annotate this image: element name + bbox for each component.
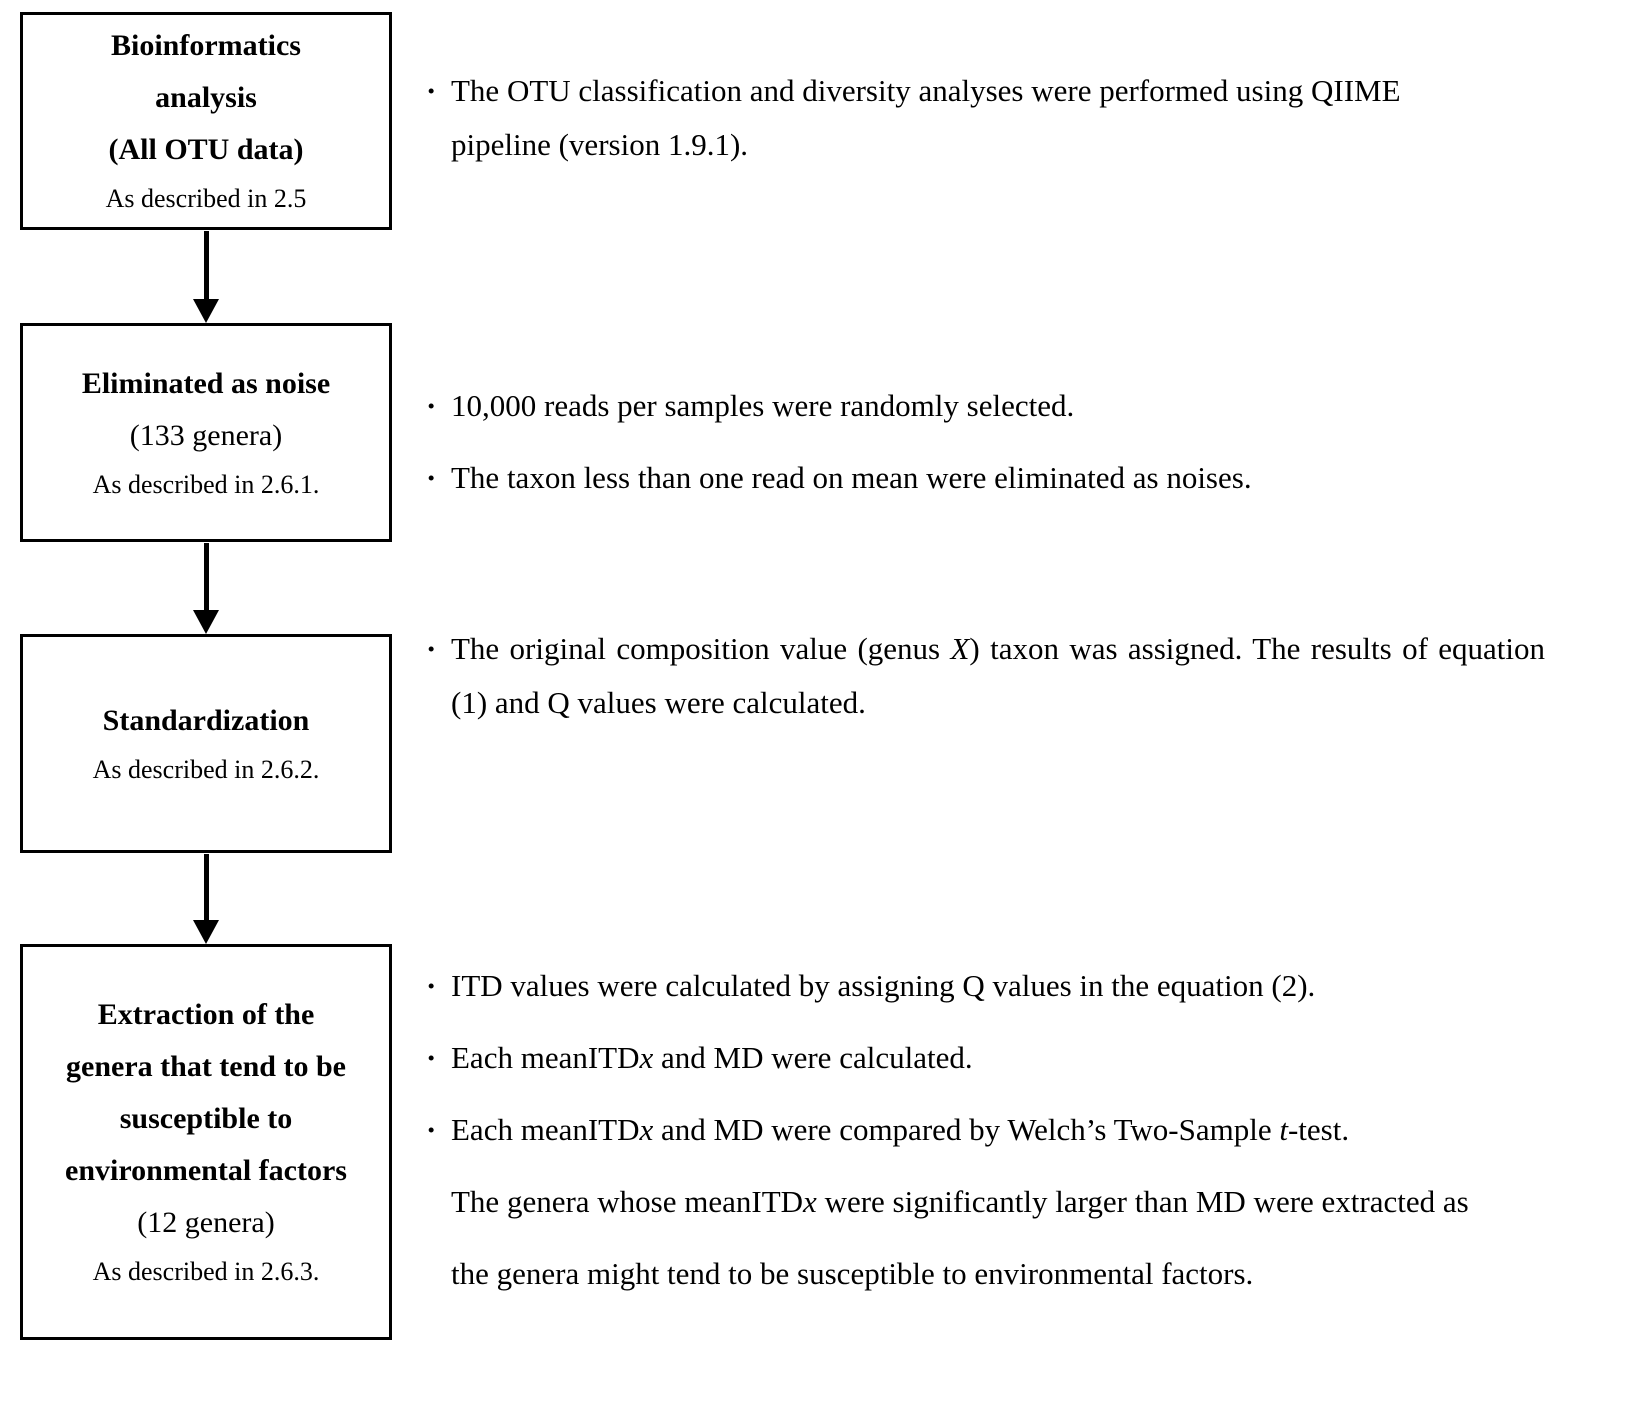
bullet-dot-icon: · bbox=[426, 460, 437, 495]
box-note: As described in 2.6.1. bbox=[92, 469, 320, 499]
bullet-item bbox=[425, 442, 1585, 514]
flow-arrow-down-3 bbox=[193, 854, 219, 944]
flow-box-extraction-of-genera bbox=[20, 944, 392, 1340]
box-subtitle: (12 genera) bbox=[137, 1206, 275, 1239]
bullet-item bbox=[425, 1094, 1585, 1166]
flow-box-bioinformatics-analysis bbox=[20, 12, 392, 230]
bullet-item bbox=[425, 950, 1585, 1022]
box-title-line: (All OTU data) bbox=[108, 133, 304, 166]
flow-arrow-down-1 bbox=[193, 231, 219, 323]
bullet-item bbox=[425, 1022, 1585, 1094]
bullet-dot-icon: · bbox=[426, 1112, 437, 1147]
arrow-stem bbox=[204, 543, 209, 610]
bullet-dot-icon: · bbox=[426, 388, 437, 423]
bullet-text: The OTU classification and diversity analyses were performed using QIIME pipeline (version 1.9.1). bbox=[451, 73, 1401, 162]
box-title-line: Extraction of the bbox=[97, 998, 315, 1031]
box-title-line: analysis bbox=[155, 81, 257, 114]
box-note: As described in 2.6.3. bbox=[92, 1257, 320, 1286]
step4-notes bbox=[425, 950, 1585, 1310]
bullet-continuation bbox=[425, 1166, 1585, 1310]
box-subtitle: (133 genera) bbox=[129, 418, 283, 452]
box-note: As described in 2.5 bbox=[105, 184, 307, 213]
bullet-item bbox=[425, 622, 1545, 730]
bullet-text: The original composition value (genus X) taxon was assigned. The results of equation (1) and Q values were calculated. bbox=[451, 631, 1546, 720]
bullet-dot-icon: · bbox=[426, 1040, 437, 1075]
bullet-item bbox=[425, 64, 1565, 172]
bullet-text: The genera whose meanITDx were significantly larger than MD were extracted as the genera might tend to be susceptible to environmental factors. bbox=[451, 1184, 1469, 1291]
bullet-text: 10,000 reads per samples were randomly selected. bbox=[451, 388, 1075, 423]
arrow-stem bbox=[204, 231, 209, 299]
flow-box-standardization bbox=[20, 634, 392, 853]
bullet-text: Each meanITDx and MD were compared by Welch’s Two-Sample t-test. bbox=[451, 1112, 1350, 1147]
bullet-text: ITD values were calculated by assigning Q values in the equation (2). bbox=[451, 968, 1316, 1003]
bullet-dot-icon: · bbox=[426, 73, 437, 108]
box-title-line: genera that tend to be bbox=[66, 1050, 346, 1083]
bullet-dot-icon: · bbox=[426, 968, 437, 1003]
step3-notes bbox=[425, 622, 1545, 730]
arrow-head-icon bbox=[193, 920, 219, 944]
bullet-text: The taxon less than one read on mean were eliminated as noises. bbox=[451, 460, 1252, 495]
box-title-line: environmental factors bbox=[65, 1154, 347, 1187]
box-note: As described in 2.6.2. bbox=[92, 754, 320, 784]
arrow-head-icon bbox=[193, 299, 219, 323]
bullet-item bbox=[425, 370, 1585, 442]
box-title-line: susceptible to bbox=[119, 1102, 293, 1135]
step2-notes bbox=[425, 370, 1585, 514]
arrow-stem bbox=[204, 854, 209, 920]
flow-box-eliminated-as-noise bbox=[20, 323, 392, 542]
flow-arrow-down-2 bbox=[193, 543, 219, 634]
box-title-line: Eliminated as noise bbox=[81, 366, 331, 400]
box-title-line: Standardization bbox=[102, 703, 310, 737]
step1-notes bbox=[425, 64, 1565, 172]
box-title-line: Bioinformatics bbox=[111, 29, 301, 62]
arrow-head-icon bbox=[193, 610, 219, 634]
bullet-dot-icon: · bbox=[426, 631, 437, 666]
bullet-text: Each meanITDx and MD were calculated. bbox=[451, 1040, 973, 1075]
